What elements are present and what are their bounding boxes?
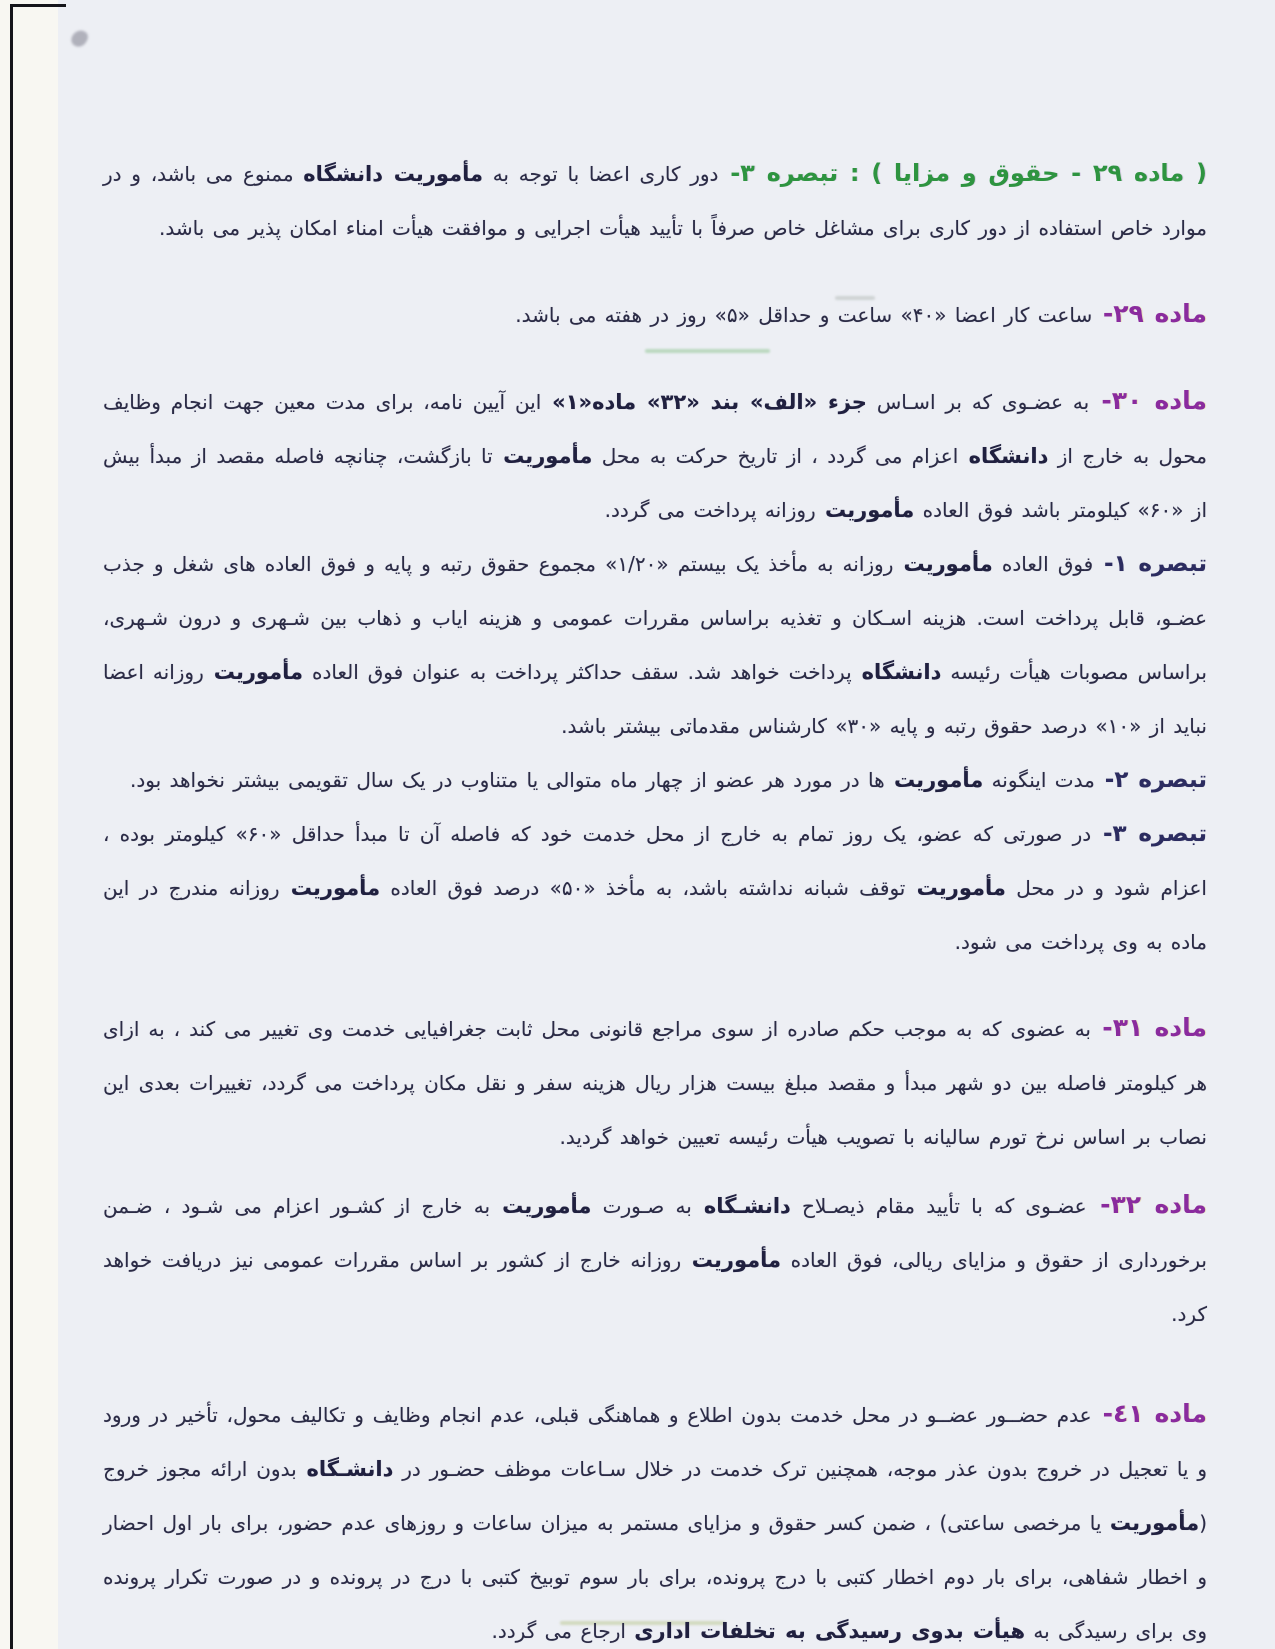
- emphasis-bold-text: مأموریت: [279, 876, 381, 900]
- chapter-heading: ( ماده ۲۹ - حقوق و مزایا ) : تبصره ۳-: [718, 159, 1207, 187]
- body-text: روزانه مندرج در این ماده به وی پرداخت می شود.: [103, 876, 1207, 954]
- body-text: در صورتی که عضو، یک روز تمام به خارج از محل خدمت خود که فاصله آن تا مبدأ حداقل «۶۰» کیلومتر بوده ، اعزام شود و در محل: [103, 822, 1207, 900]
- emphasis-bold-text: مأموریت: [893, 552, 993, 576]
- article-32-foreign-mission: [103, 1178, 1207, 1341]
- article-41-absence-discipline: [103, 1387, 1207, 1649]
- emphasis-bold-text: مأموریت: [490, 1194, 592, 1218]
- note-1-daily-mission-rate: [103, 537, 1207, 753]
- article-31-relocation-cost: [103, 1001, 1207, 1164]
- emphasis-bold-text: جزء «الف» بند «۳۲» ماده«۱»: [541, 390, 867, 414]
- body-text: عدم حضــور عضــو در محل خدمت بدون اطلاع و هماهنگی قبلی، عدم انجام وظایف و تکالیف محول، تأخیر در ورود و یا تعجیل در خروج بدون عذر موجه، همچنین ترک خدمت در خلال سـاعات موظف حضـور در: [103, 1403, 1208, 1481]
- article-number-heading: ماده ۳۲-: [1086, 1190, 1207, 1219]
- body-text: ها در مورد هر عضو از چهار ماه متوالی یا متناوب در یک سال تقویمی بیشتر نخواهد بود.: [129, 768, 885, 792]
- body-text: توقف شبانه نداشته باشد، به مأخذ «۵۰» درصد فوق العاده: [380, 876, 906, 900]
- body-text: مدت اینگونه: [983, 768, 1095, 792]
- scan-smudge: [69, 27, 90, 49]
- body-text: این آیین نامه، برای مدت معین جهت انجام وظایف محول به خارج از: [103, 390, 1208, 468]
- body-text: ارجاع می گردد.: [491, 1619, 635, 1643]
- body-text: اعزام می گردد ، از تاریخ حرکت به محل: [592, 444, 959, 468]
- body-text: به عضـوی که بر اسـاس: [866, 390, 1090, 414]
- body-text: روزانه خارج از کشور بر اساس مقررات عمومی نیز دریافت خواهد کرد.: [103, 1248, 1207, 1326]
- emphasis-bold-text: مأموریت: [1109, 1511, 1200, 1535]
- note-3-half-rate-mission: [103, 807, 1207, 969]
- body-text: به خارج از کشـور اعزام می شـود ، ضـمن برخورداری از حقوق و مزایای ریالی، فوق العاده: [103, 1194, 1208, 1272]
- emphasis-bold-text: دانشـگاه: [691, 1194, 791, 1218]
- article-number-heading: ماده ۲۹-: [1092, 299, 1207, 328]
- body-text: پرداخت خواهد شد. سقف حداکثر پرداخت به عنوان فوق العاده: [302, 660, 852, 684]
- body-text: ممنوع می باشد، و در موارد خاص استفاده از دور کاری برای مشاغل خاص صرفاً با تأیید هیأت اجرایی و موافقت هیأت امناء امکان پذیر می باشد.: [103, 162, 1207, 240]
- body-text: روزانه به مأخذ یک بیستم «۱/۲۰» مجموع حقوق رتبه و پایه و فوق العاده های شغل و جذب عضـو، قابل پرداخت است. هزینه اسـکان و تغذیه براساس مقررات عمومی و هزینه ایاب و ذهاب بین شـهری و درون شـهری، براساس مصوبات هیأت رئیسه: [103, 552, 1207, 684]
- note-heading: تبصره ۲-: [1094, 767, 1207, 793]
- article-29-salary-benefits-note-3: [103, 146, 1207, 255]
- page-left-margin: [0, 0, 58, 1649]
- body-text: ساعت کار اعضا «۴۰» ساعت و حداقل «۵» روز در هفته می باشد.: [515, 303, 1093, 327]
- article-number-heading: ماده ۳۱-: [1090, 1013, 1207, 1042]
- body-text: عضـوی که با تأیید مقام ذیصـلاح: [790, 1194, 1087, 1218]
- body-text: به صـورت: [591, 1194, 692, 1218]
- emphasis-bold-text: مأموریت دانشگاه: [303, 162, 483, 186]
- article-number-heading: ماده ۳۰-: [1089, 386, 1207, 415]
- emphasis-bold-text: دانشگاه: [851, 660, 942, 684]
- body-text: روزانه اعضا نباید از «۱۰» درصد حقوق رتبه و پایه «۳۰» کارشناس مقدماتی بیشتر باشد.: [103, 660, 1207, 738]
- note-2-mission-duration-limit: [103, 753, 1207, 807]
- emphasis-bold-text: مأموریت: [905, 876, 1006, 900]
- emphasis-bold-text: مأموریت: [681, 1248, 782, 1272]
- emphasis-bold-text: مأموریت: [884, 768, 984, 792]
- emphasis-bold-text: هیأت بدوی رسیدگی به تخلفات اداری: [634, 1619, 1026, 1643]
- emphasis-bold-text: مأموریت: [492, 444, 593, 468]
- body-text: روزانه پرداخت می گردد.: [604, 498, 816, 522]
- body-text: یا مرخصی ساعتی) ، ضمن کسر حقوق و مزایای مستمر به میزان ساعات و روزهای عدم حضور، برای بار اول احضار و اخطار شفاهی، برای بار دوم اخطار کتبی با درج پرونده، برای بار سوم توبیخ کتبی با درج در پرونده و در صورت تکرار پرونده وی برای رسیدگی به: [103, 1511, 1207, 1643]
- article-number-heading: ماده ٤١-: [1091, 1399, 1207, 1428]
- note-heading: تبصره ۳-: [1091, 821, 1207, 847]
- body-text: فوق العاده: [992, 552, 1094, 576]
- emphasis-bold-text: مأموریت: [203, 660, 303, 684]
- body-text: تا بازگشت، چنانچه فاصله مقصد از مبدأ بیش از «۶۰» کیلومتر باشد فوق العاده: [103, 444, 1207, 522]
- scan-border-top: [10, 4, 66, 7]
- article-29-working-hours: [103, 287, 1207, 342]
- body-text: بدون ارائه مجوز خروج (: [103, 1457, 1207, 1535]
- scan-border-left: [10, 5, 13, 1649]
- emphasis-bold-text: دانشـگاه: [296, 1457, 394, 1481]
- emphasis-bold-text: دانشگاه: [958, 444, 1049, 468]
- body-text: به عضوی که به موجب حکم صادره از سوی مراجع قانونی محل ثابت جغرافیایی خدمت وی تغییر می کند ، به ازای هر کیلومتر فاصله بین دو شهر مبدأ و مقصد مبلغ بیست هزار ریال هزینه سفر و نقل مکان پرداخت می گردد، تغییرات بعدی این نصاب بر اساس نرخ تورم سالیانه با تصویب هیأت رئیسه تعیین خواهد گردید.: [103, 1017, 1207, 1149]
- emphasis-bold-text: مأموریت: [815, 498, 915, 522]
- article-30-mission-allowance: [103, 374, 1207, 537]
- document-text-block: [103, 146, 1207, 1649]
- body-text: دور کاری اعضا با توجه به: [482, 162, 719, 186]
- note-heading: تبصره ۱-: [1093, 551, 1207, 577]
